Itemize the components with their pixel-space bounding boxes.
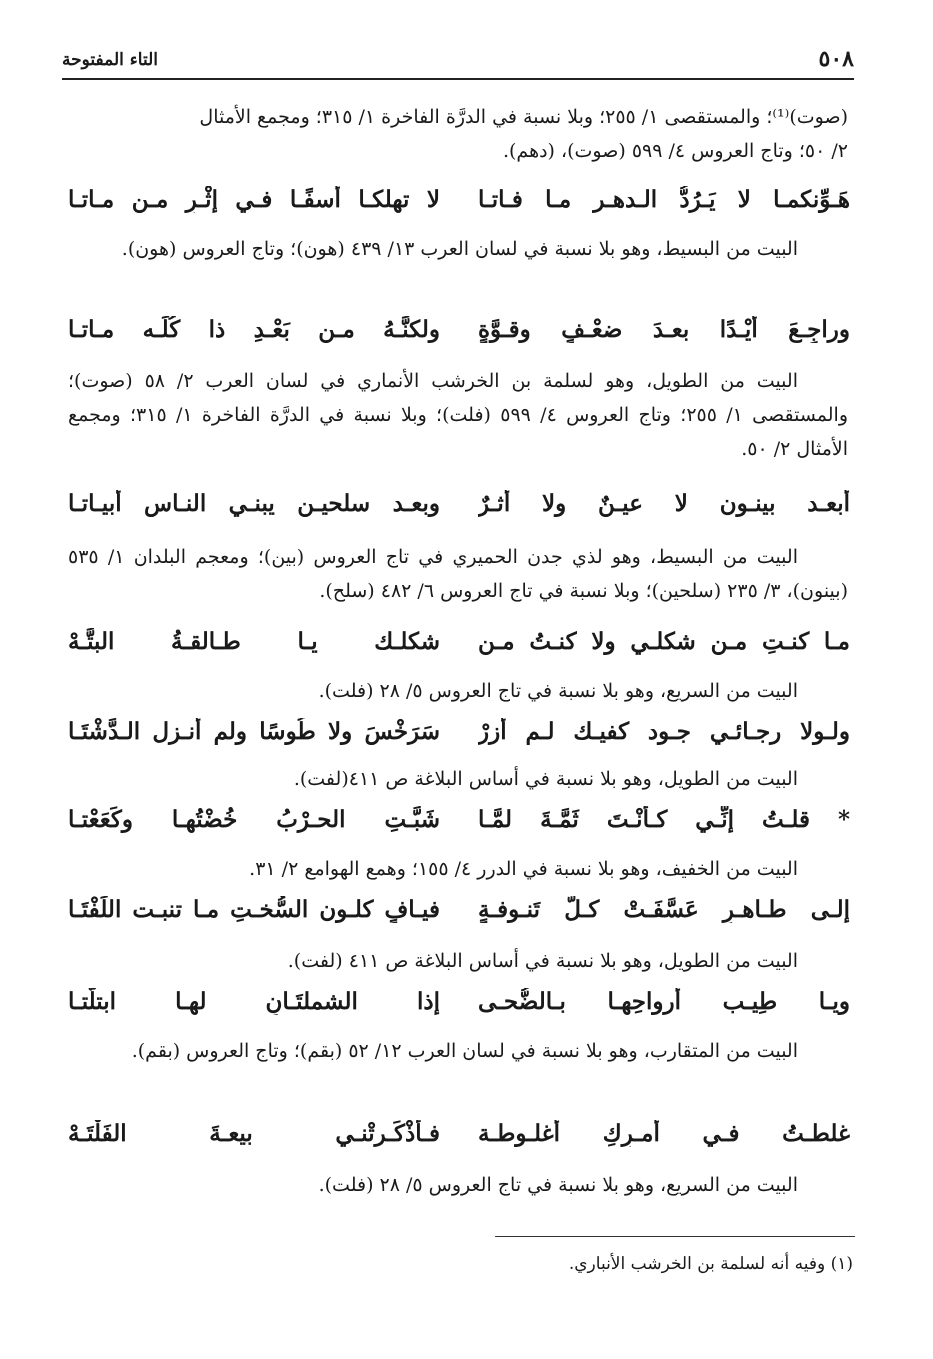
verse-9-first-hemistich: غلطـتُ فـي أمـرِكِ أغلـوطـة [478, 1120, 850, 1147]
verse-1 [68, 186, 850, 226]
verse-7 [68, 896, 850, 936]
page-number: ٥٠٨ [818, 46, 854, 72]
verse-9 [68, 1120, 850, 1160]
verse-8-first-hemistich: ويـا طِيـب أرواحِهـا بـالضُّحـى [478, 988, 850, 1015]
verse-5-second-hemistich: سَرَخْسَ ولا طُوسًا ولم أنـزل الـدَّشْتَـا [68, 718, 440, 745]
verse-7-source: البيت من الطويل، وهو بلا نسبة في أساس البلاغة ص ٤١١ (لفت). [287, 950, 798, 972]
verse-6 [68, 806, 850, 846]
verse-5-first-hemistich: ولـولا رجـائـي جـود كفيـك لـم أزرْ [478, 718, 850, 745]
verse-8-source: البيت من المتقارب، وهو بلا نسبة في لسان العرب ١٢/ ٥٢ (بقم)؛ وتاج العروس (بقم). [131, 1040, 798, 1062]
verse-2-second-hemistich: ولكنَّـهُ مـن بَعْـدِ ذا كُلِّـه مـاتـا [68, 316, 440, 343]
verse-4-second-hemistich: شكلـك يـا طـالقـةُ البتَّـهْ [68, 628, 440, 655]
verse-3-second-hemistich: وبعـد سلحيـن يبنـي النـاس أبيـاتـا [68, 490, 440, 517]
intro-paragraph [68, 100, 848, 168]
intro-line-2: ٢/ ٥٠؛ وتاج العروس ٤/ ٥٩٩ (صوت)، (دهم). [502, 140, 848, 162]
verse-1-second-hemistich: لا تهلكـا أسفًـا فـي إثْـرِ مـن مـاتـا [68, 186, 440, 213]
footnote: (١) وفيه أنه لسلمة بن الخرشب الأنباري. [568, 1254, 853, 1274]
verse-3 [68, 490, 850, 530]
verse-5 [68, 718, 850, 758]
verse-2-first-hemistich: وراجِـعَ أَيْـدًا بعـدَ ضعْـفٍ وقـوَّةٍ [478, 316, 850, 343]
verse-6-second-hemistich: شَبَّـتِ الحـرْبُ خُضْتُهـا وكَعَعْتـا [68, 806, 440, 833]
verse-1-first-hemistich: هَـوِّنكمـا لا يَـرُدُّ الـدهـر مـا فـاتـا [478, 186, 850, 213]
verse-6-first-hemistich: * قلـتُ إنِّـي كـأَنْـتَ ثَمَّـةَ لمَّـا [478, 806, 850, 833]
running-title: التاء المفتوحة [62, 50, 158, 70]
verse-4-source: البيت من السريع، وهو بلا نسبة في تاج العروس ٥/ ٢٨ (فلت). [318, 680, 798, 702]
verse-9-second-hemistich: فـأذْكَـرتْنـي بيعـةَ الفَلْتَـهْ [68, 1120, 440, 1147]
verse-4-first-hemistich: مـا كنـتِ مـن شكلـي ولا كنـتُ مـن [478, 628, 850, 655]
verse-3-first-hemistich: أبعـد بينـون لا عيـنٌ ولا أثـرٌ [478, 490, 850, 517]
verse-8-second-hemistich: إذا الشملتَـانِ لهـا ابتلَّتـا [68, 988, 440, 1015]
verse-7-second-hemistich: فيـافٍ كلـون السُّخـتِ مـا تنبـت اللِّفْتَـا [68, 896, 440, 923]
verse-9-source: البيت من السريع، وهو بلا نسبة في تاج العروس ٥/ ٢٨ (فلت). [318, 1174, 798, 1196]
verse-1-source: البيت من البسيط، وهو بلا نسبة في لسان العرب ١٣/ ٤٣٩ (هون)؛ وتاج العروس (هون). [121, 238, 798, 260]
intro-line-1: (صوت)⁽¹⁾؛ والمستقصى ١/ ٢٥٥؛ وبلا نسبة في الدرَّة الفاخرة ١/ ٣١٥؛ ومجمع الأمثال [199, 106, 848, 128]
page-header [62, 44, 854, 80]
verse-8 [68, 988, 850, 1028]
verse-2-source: البيت من الطويل، وهو لسلمة بن الخرشب الأنماري في لسان العرب ٢/ ٥٨ (صوت)؛ والمستقصى ١/ ٢٥٥؛ وتاج العروس ٤/ ٥٩٩ (فلت)؛ وبلا نسبة في الدرَّة الفاخرة ١/ ٣١٥؛ ومجمع الأمثال ٢/ ٥٠. [68, 370, 849, 460]
verse-4 [68, 628, 850, 668]
verse-7-first-hemistich: إلـى طـاهـرٍ عَسَّفَـتْ كـلَّ تَنـوفـةٍ [478, 896, 850, 923]
verse-6-source: البيت من الخفيف، وهو بلا نسبة في الدرر ٤/ ١٥٥؛ وهمع الهوامع ٢/ ٣١. [249, 858, 798, 880]
verse-2 [68, 316, 850, 356]
footnote-divider [495, 1236, 855, 1237]
verse-3-source: البيت من البسيط، وهو لذي جدن الحميري في تاج العروس (بين)؛ ومعجم البلدان ١/ ٥٣٥ (بينون)، ٣/ ٢٣٥ (سلحين)؛ وبلا نسبة في تاج العروس ٦/ ٤٨٢ (سلح). [68, 546, 848, 602]
verse-5-source: البيت من الطويل، وهو بلا نسبة في أساس البلاغة ص ٤١١(لفت). [293, 768, 798, 790]
